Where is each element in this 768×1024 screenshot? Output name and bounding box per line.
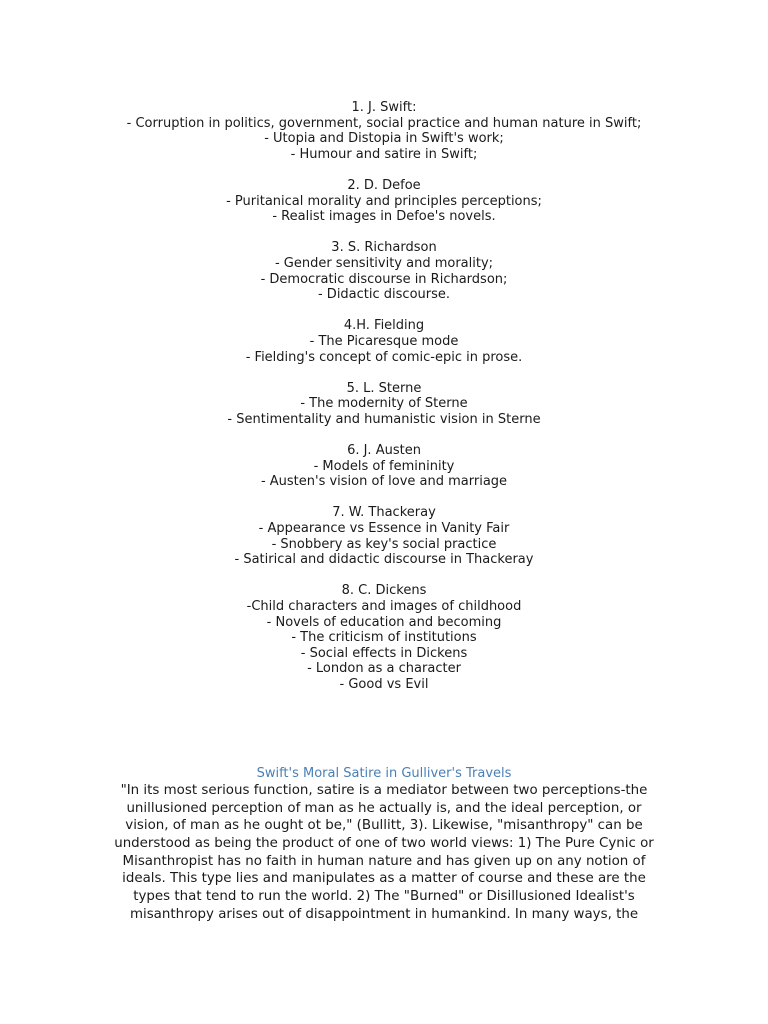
section-item: - Utopia and Distopia in Swift's work;	[264, 131, 504, 147]
section-heading: 5. L. Sterne	[346, 380, 422, 396]
section-item: - Humour and satire in Swift;	[290, 146, 478, 162]
topic-outline	[0, 100, 768, 708]
section-item: - Corruption in politics, government, social practice and human nature in Swift;	[126, 115, 642, 131]
section-item: - The criticism of institutions	[291, 630, 477, 646]
essay-paragraph-line: "In its most serious function, satire is a mediator between two perceptions-the	[120, 783, 648, 798]
section-heading: 6. J. Austen	[347, 443, 421, 459]
section-heading: 2. D. Defoe	[347, 177, 421, 193]
outline-section-austen	[0, 443, 768, 490]
section-item: - Didactic discourse.	[317, 287, 451, 303]
section-item: - Democratic discourse in Richardson;	[260, 271, 508, 287]
section-item: - The modernity of Sterne	[300, 396, 468, 412]
section-heading: 7. W. Thackeray	[332, 505, 436, 521]
outline-section-thackeray	[0, 505, 768, 567]
outline-section-fielding	[0, 318, 768, 365]
essay-paragraph-line: ideals. This type lies and manipulates as a matter of course and these are the	[122, 871, 646, 887]
section-item: - Fielding's concept of comic-epic in prose.	[245, 349, 523, 365]
outline-section-sterne	[0, 381, 768, 428]
section-item: - Satirical and didactic discourse in Thackeray	[234, 552, 534, 568]
section-heading: 3. S. Richardson	[331, 240, 437, 256]
section-item: - Good vs Evil	[339, 676, 429, 692]
section-item: - The Picaresque mode	[309, 333, 459, 349]
section-item: - Models of femininity	[313, 458, 455, 474]
section-heading: 1. J. Swift:	[351, 100, 417, 115]
outline-section-swift	[0, 100, 768, 162]
section-item: - Puritanical morality and principles perceptions;	[226, 193, 542, 209]
outline-section-dickens	[0, 583, 768, 692]
essay-paragraph-line: vision, of man as he ought ot be," (Bullitt, 3). Likewise, "misanthropy" can be	[125, 818, 643, 834]
essay-paragraph-line: misanthropy arises out of disappointment in humankind. In many ways, the	[129, 906, 639, 922]
section-item: - Social effects in Dickens	[300, 645, 468, 661]
essay-paragraph-line: Misanthropist has no faith in human nature and has given up on any notion of	[122, 853, 646, 869]
section-item: - Gender sensitivity and morality;	[274, 255, 494, 271]
essay-section	[84, 766, 684, 924]
section-item: - Sentimentality and humanistic vision in Sterne	[227, 411, 541, 427]
section-item: - Austen's vision of love and marriage	[260, 474, 508, 490]
essay-paragraph-line: types that tend to run the world. 2) The "Burned" or Disillusioned Idealist's	[133, 889, 635, 905]
section-heading: 4.H. Fielding	[343, 318, 425, 334]
section-item: -Child characters and images of childhood	[246, 599, 522, 614]
essay-paragraph-line: unillusioned perception of man as he actually is, and the ideal perception, or	[126, 800, 642, 816]
section-item: - Appearance vs Essence in Vanity Fair	[258, 521, 510, 537]
essay-paragraph-line: understood as being the product of one of two world views: 1) The Pure Cynic or	[114, 836, 654, 852]
outline-section-richardson	[0, 240, 768, 302]
section-heading: 8. C. Dickens	[341, 583, 427, 599]
section-item: - Realist images in Defoe's novels.	[272, 209, 496, 225]
section-item: - Snobbery as key's social practice	[271, 536, 497, 552]
outline-section-defoe	[0, 178, 768, 225]
essay-title: Swift's Moral Satire in Gulliver's Travels	[256, 766, 512, 781]
section-item: - London as a character	[307, 661, 461, 677]
section-item: - Novels of education and becoming	[266, 614, 502, 630]
